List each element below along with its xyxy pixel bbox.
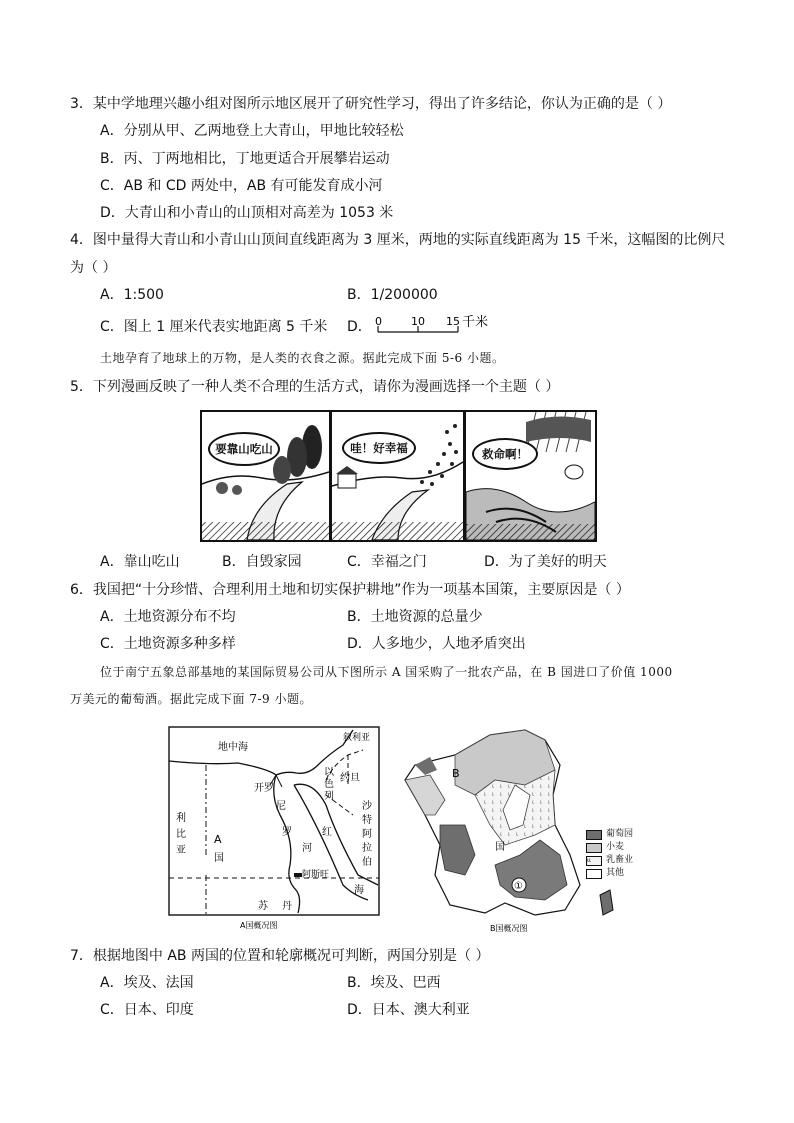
label-libya-1: 利 xyxy=(176,813,186,824)
q6-option-b: B．土地资源的总量少 xyxy=(347,609,483,625)
map-b-legend xyxy=(586,828,633,880)
q6-option-a: A．土地资源分布不均 xyxy=(100,609,236,625)
q3-option-b: B．丙、丁两地相比，丁地更适合开展攀岩运动 xyxy=(100,151,390,167)
map-b-marker: ① xyxy=(514,881,523,892)
q7-stem: 7．根据地图中 AB 两国的位置和轮廓概况可判断，两国分别是（ ） xyxy=(70,948,490,964)
label-sudan-2: 丹 xyxy=(282,901,292,912)
speech-bubble-2: 哇！好幸福 xyxy=(342,432,416,464)
legend-label-wheat: 小麦 xyxy=(606,842,625,852)
map-a-caption: A国概况图 xyxy=(240,921,278,930)
legend-dairy xyxy=(586,854,633,867)
q4-option-b: B．1/200000 xyxy=(347,287,438,303)
label-saudi-5: 伯 xyxy=(362,857,372,868)
label-aswan: 阿斯旺 xyxy=(302,870,330,880)
scale-bar xyxy=(370,312,500,342)
q6-option-d: D．人多地少，人地矛盾突出 xyxy=(347,636,526,652)
map-a xyxy=(168,725,388,935)
legend-label-vineyard: 葡萄园 xyxy=(606,829,634,839)
q4-stem-line1: 4．图中量得大青山和小青山山顶间直线距离为 3 厘米，两地的实际直线距离为 15 千米，这幅图的比例尺 xyxy=(70,232,726,248)
label-saudi-2: 特 xyxy=(362,815,372,826)
intro-7-9-line2: 万美元的葡萄酒。据此完成下面 7-9 小题。 xyxy=(70,692,312,706)
label-libya-3: 亚 xyxy=(176,845,186,856)
q7-option-b: B．埃及、巴西 xyxy=(347,975,441,991)
label-cairo: 开罗 xyxy=(254,783,274,794)
q3-stem: 3．某中学地理兴趣小组对图所示地区展开了研究性学习，得出了许多结论，你认为正确的是（ ） xyxy=(70,96,672,112)
scale-unit: 千米 xyxy=(462,315,489,330)
legend-vineyard xyxy=(586,828,633,841)
label-jordan: 约旦 xyxy=(340,773,360,784)
legend-swatch-dairy: ɩɩ xyxy=(586,856,602,866)
label-saudi-4: 拉 xyxy=(362,843,372,854)
legend-other xyxy=(586,867,633,880)
comic-panel-3 xyxy=(464,410,597,542)
intro-7-9-line1: 位于南宁五象总部基地的某国际贸易公司从下图所示 A 国采购了一批农产品，在 B 国进口了价值 1000 xyxy=(100,665,673,679)
scale-tick-15: 15 xyxy=(446,315,460,328)
q7-option-c: C．日本、印度 xyxy=(100,1002,194,1018)
q4-option-a: A．1:500 xyxy=(100,287,164,303)
speech-bubble-3: 救命啊！ xyxy=(472,438,538,470)
comic-strip xyxy=(200,410,595,542)
speech-bubble-1: 要靠山吃山 xyxy=(208,432,280,466)
label-saudi-1: 沙 xyxy=(362,801,372,812)
q4-option-c: C．图上 1 厘米代表实地距离 5 千米 xyxy=(100,319,328,335)
legend-wheat xyxy=(586,841,633,854)
legend-label-other: 其他 xyxy=(606,868,625,878)
map-b-label-b: B xyxy=(452,767,460,780)
map-b-caption: B国概况图 xyxy=(490,924,528,933)
q7-option-a: A．埃及、法国 xyxy=(100,975,194,991)
label-israel-1: 以 xyxy=(324,767,334,778)
label-syria: 叙利亚 xyxy=(343,733,371,743)
label-saudi-3: 阿 xyxy=(362,829,372,840)
label-nile-1: 尼 xyxy=(276,801,286,812)
q5-option-a: A．靠山吃山 xyxy=(100,554,180,570)
q5-stem: 5．下列漫画反映了一种人类不合理的生活方式，请你为漫画选择一个主题（ ） xyxy=(70,379,560,395)
label-red-sea-1: 红 xyxy=(322,827,332,838)
label-israel-3: 列 xyxy=(324,791,334,802)
label-sudan-1: 苏 xyxy=(258,901,268,912)
intro-5-6: 土地孕育了地球上的万物，是人类的衣食之源。据此完成下面 5-6 小题。 xyxy=(100,351,505,365)
q3-option-a: A．分别从甲、乙两地登上大青山，甲地比较轻松 xyxy=(100,123,404,139)
q6-stem: 6．我国把“十分珍惜、合理利用土地和切实保护耕地”作为一项基本国策，主要原因是（ ） xyxy=(70,582,630,598)
label-country-a: A xyxy=(214,833,222,846)
label-libya-2: 比 xyxy=(176,829,186,840)
scale-tick-0: 0 xyxy=(375,315,382,328)
comic-panel-1 xyxy=(200,410,331,542)
label-nile-3: 河 xyxy=(302,843,312,854)
legend-swatch-vineyard xyxy=(586,830,602,840)
q3-option-d: D．大青山和小青山的山顶相对高差为 1053 米 xyxy=(100,205,394,221)
q3-option-c: C．AB 和 CD 两处中，AB 有可能发育成小河 xyxy=(100,178,383,194)
label-israel-2: 色 xyxy=(324,779,334,790)
label-country-guo: 国 xyxy=(214,853,224,864)
label-nile-2: 罗 xyxy=(282,827,292,838)
q5-option-b: B．自毁家园 xyxy=(222,554,302,570)
comic-panel-2 xyxy=(330,410,465,542)
q6-option-c: C．土地资源多种多样 xyxy=(100,636,236,652)
q7-option-d: D．日本、澳大利亚 xyxy=(347,1002,470,1018)
label-mediterranean: 地中海 xyxy=(218,742,248,753)
q5-option-d: D．为了美好的明天 xyxy=(484,554,607,570)
q5-option-c: C．幸福之门 xyxy=(347,554,427,570)
legend-label-dairy: 乳畜业 xyxy=(606,855,634,865)
label-red-sea-2: 海 xyxy=(354,885,364,896)
map-b-label-guo: 国 xyxy=(495,842,505,853)
q4-stem-line2: 为（ ） xyxy=(70,260,117,276)
scale-tick-10: 10 xyxy=(411,315,425,328)
q4-option-d-label: D． xyxy=(347,319,372,335)
legend-swatch-other xyxy=(586,869,602,879)
legend-swatch-wheat xyxy=(586,843,602,853)
